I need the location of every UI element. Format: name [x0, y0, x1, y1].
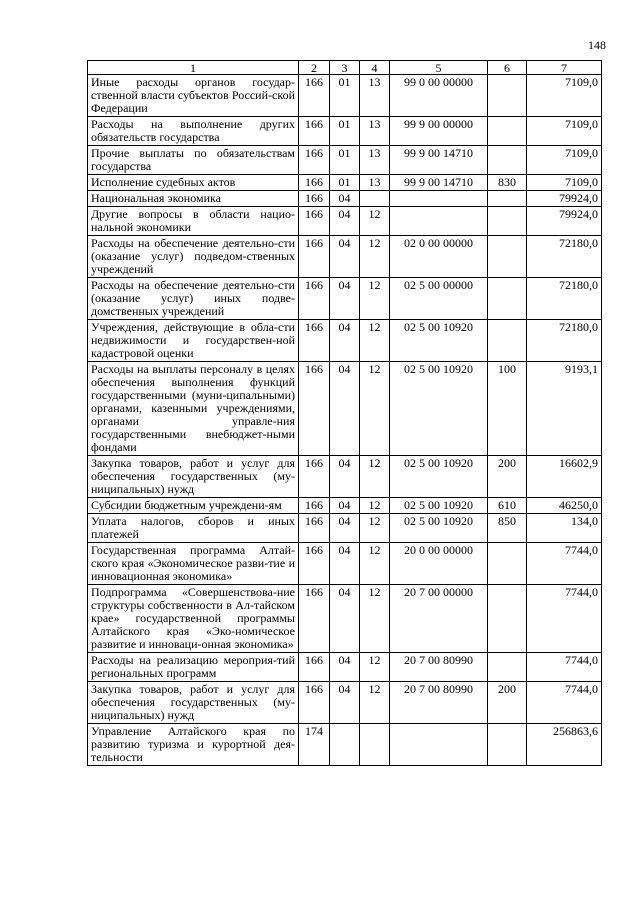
target-article-code: 02 5 00 10920 — [390, 498, 488, 514]
chapter-code: 166 — [299, 585, 330, 653]
header-cell: 4 — [360, 61, 390, 75]
section-code: 04 — [330, 585, 360, 653]
target-article-code: 99 0 00 00000 — [390, 75, 488, 117]
amount: 7109,0 — [527, 146, 602, 175]
header-cell: 2 — [299, 61, 330, 75]
section-code: 01 — [330, 117, 360, 146]
table-row — [88, 456, 602, 498]
expense-type-code: 850 — [488, 514, 527, 543]
amount: 79924,0 — [527, 191, 602, 207]
chapter-code: 166 — [299, 207, 330, 236]
expense-type-code — [488, 236, 527, 278]
expense-type-code — [488, 543, 527, 585]
item-name: Расходы на обеспечение деятельно-сти (оказание услуг) иных подве-домственных учреждений — [88, 278, 299, 320]
item-name: Государственная программа Алтай-ского края «Экономическое разви-тие и инновационная экономика» — [88, 543, 299, 585]
header-cell: 5 — [390, 61, 488, 75]
table-row — [88, 585, 602, 653]
amount: 256863,6 — [527, 724, 602, 766]
expense-type-code — [488, 278, 527, 320]
table-row — [88, 117, 602, 146]
section-code: 04 — [330, 191, 360, 207]
expense-type-code — [488, 191, 527, 207]
table-row — [88, 543, 602, 585]
section-code: 04 — [330, 653, 360, 682]
target-article-code — [390, 724, 488, 766]
subsection-code: 12 — [360, 362, 390, 456]
section-code: 04 — [330, 278, 360, 320]
chapter-code: 166 — [299, 320, 330, 362]
chapter-code: 166 — [299, 498, 330, 514]
section-code: 04 — [330, 362, 360, 456]
subsection-code: 12 — [360, 456, 390, 498]
subsection-code — [360, 724, 390, 766]
chapter-code: 166 — [299, 191, 330, 207]
section-code: 04 — [330, 682, 360, 724]
table-row — [88, 514, 602, 543]
item-name: Исполнение судебных актов — [88, 175, 299, 191]
item-name: Закупка товаров, работ и услуг для обеспечения государственных (му-ниципальных) нужд — [88, 682, 299, 724]
expense-type-code — [488, 146, 527, 175]
header-cell: 6 — [488, 61, 527, 75]
subsection-code: 12 — [360, 236, 390, 278]
chapter-code: 166 — [299, 278, 330, 320]
expense-type-code: 200 — [488, 456, 527, 498]
expense-type-code — [488, 117, 527, 146]
item-name: Расходы на реализацию мероприя-тий региональных программ — [88, 653, 299, 682]
target-article-code: 02 5 00 10920 — [390, 362, 488, 456]
amount: 7109,0 — [527, 175, 602, 191]
page-number: 148 — [588, 38, 606, 52]
table-row — [88, 75, 602, 117]
amount: 72180,0 — [527, 236, 602, 278]
table-row — [88, 191, 602, 207]
item-name: Закупка товаров, работ и услуг для обеспечения государственных (му-ниципальных) нужд — [88, 456, 299, 498]
section-code: 04 — [330, 456, 360, 498]
target-article-code: 20 0 00 00000 — [390, 543, 488, 585]
amount: 7744,0 — [527, 543, 602, 585]
header-cell: 3 — [330, 61, 360, 75]
item-name: Субсидии бюджетным учреждени-ям — [88, 498, 299, 514]
target-article-code: 02 0 00 00000 — [390, 236, 488, 278]
subsection-code — [360, 191, 390, 207]
table-row — [88, 362, 602, 456]
amount: 79924,0 — [527, 207, 602, 236]
amount: 72180,0 — [527, 320, 602, 362]
chapter-code: 166 — [299, 236, 330, 278]
item-name: Национальная экономика — [88, 191, 299, 207]
amount: 7744,0 — [527, 585, 602, 653]
table-row — [88, 175, 602, 191]
amount: 72180,0 — [527, 278, 602, 320]
expense-type-code: 200 — [488, 682, 527, 724]
chapter-code: 174 — [299, 724, 330, 766]
target-article-code: 20 7 00 80990 — [390, 682, 488, 724]
subsection-code: 13 — [360, 146, 390, 175]
item-name: Учреждения, действующие в обла-сти недвижимости и государствен-ной кадастровой оценки — [88, 320, 299, 362]
header-cell: 1 — [88, 61, 299, 75]
header-row — [88, 61, 602, 75]
section-code — [330, 724, 360, 766]
subsection-code: 13 — [360, 117, 390, 146]
amount: 46250,0 — [527, 498, 602, 514]
table-row — [88, 682, 602, 724]
section-code: 04 — [330, 320, 360, 362]
chapter-code: 166 — [299, 514, 330, 543]
section-code: 01 — [330, 146, 360, 175]
header-cell: 7 — [527, 61, 602, 75]
chapter-code: 166 — [299, 117, 330, 146]
target-article-code: 20 7 00 80990 — [390, 653, 488, 682]
item-name: Иные расходы органов государ-ственной власти субъектов Россий-ской Федерации — [88, 75, 299, 117]
subsection-code: 12 — [360, 320, 390, 362]
target-article-code: 02 5 00 10920 — [390, 320, 488, 362]
target-article-code: 99 9 00 14710 — [390, 146, 488, 175]
expense-type-code — [488, 75, 527, 117]
chapter-code: 166 — [299, 175, 330, 191]
item-name: Расходы на обеспечение деятельно-сти (оказание услуг) подведом-ственных учреждений — [88, 236, 299, 278]
amount: 16602,9 — [527, 456, 602, 498]
chapter-code: 166 — [299, 75, 330, 117]
subsection-code: 12 — [360, 653, 390, 682]
item-name: Прочие выплаты по обязательствам государства — [88, 146, 299, 175]
target-article-code: 02 5 00 10920 — [390, 514, 488, 543]
item-name: Другие вопросы в области нацио-нальной экономики — [88, 207, 299, 236]
target-article-code: 02 5 00 10920 — [390, 456, 488, 498]
chapter-code: 166 — [299, 146, 330, 175]
table-row — [88, 724, 602, 766]
target-article-code: 20 7 00 00000 — [390, 585, 488, 653]
target-article-code: 99 9 00 00000 — [390, 117, 488, 146]
subsection-code: 12 — [360, 514, 390, 543]
subsection-code: 12 — [360, 543, 390, 585]
subsection-code: 12 — [360, 207, 390, 236]
subsection-code: 12 — [360, 498, 390, 514]
expense-type-code — [488, 724, 527, 766]
table-row — [88, 320, 602, 362]
item-name: Расходы на выплаты персоналу в целях обеспечения выполнения функций государственными (муни-ципальными) органами, казенными учреждениями, органами управле-ния государственными внебюджет-ными фондами — [88, 362, 299, 456]
amount: 7744,0 — [527, 682, 602, 724]
amount: 7109,0 — [527, 117, 602, 146]
expense-type-code — [488, 585, 527, 653]
section-code: 04 — [330, 498, 360, 514]
table-row — [88, 278, 602, 320]
target-article-code — [390, 207, 488, 236]
amount: 9193,1 — [527, 362, 602, 456]
item-name: Расходы на выполнение других обязательств государства — [88, 117, 299, 146]
amount: 7109,0 — [527, 75, 602, 117]
item-name: Уплата налогов, сборов и иных платежей — [88, 514, 299, 543]
expense-type-code — [488, 653, 527, 682]
section-code: 04 — [330, 514, 360, 543]
subsection-code: 13 — [360, 75, 390, 117]
chapter-code: 166 — [299, 456, 330, 498]
subsection-code: 13 — [360, 175, 390, 191]
table-row — [88, 207, 602, 236]
expense-type-code: 610 — [488, 498, 527, 514]
table-row — [88, 236, 602, 278]
target-article-code: 99 9 00 14710 — [390, 175, 488, 191]
section-code: 04 — [330, 543, 360, 585]
subsection-code: 12 — [360, 682, 390, 724]
table-row — [88, 146, 602, 175]
target-article-code: 02 5 00 00000 — [390, 278, 488, 320]
expense-type-code — [488, 207, 527, 236]
subsection-code: 12 — [360, 585, 390, 653]
expense-type-code: 100 — [488, 362, 527, 456]
expense-type-code: 830 — [488, 175, 527, 191]
budget-table — [87, 60, 602, 766]
amount: 134,0 — [527, 514, 602, 543]
section-code: 01 — [330, 175, 360, 191]
chapter-code: 166 — [299, 543, 330, 585]
section-code: 04 — [330, 236, 360, 278]
target-article-code — [390, 191, 488, 207]
chapter-code: 166 — [299, 682, 330, 724]
section-code: 04 — [330, 207, 360, 236]
table-row — [88, 498, 602, 514]
expense-type-code — [488, 320, 527, 362]
subsection-code: 12 — [360, 278, 390, 320]
item-name: Управление Алтайского края по развитию туризма и курортной дея-тельности — [88, 724, 299, 766]
amount: 7744,0 — [527, 653, 602, 682]
chapter-code: 166 — [299, 653, 330, 682]
table-row — [88, 653, 602, 682]
item-name: Подпрограмма «Совершенствова-ние структуры собственности в Ал-тайском крае» государственной программы Алтайского края «Эко-номическое развитие и инноваци-онная экономика» — [88, 585, 299, 653]
section-code: 01 — [330, 75, 360, 117]
chapter-code: 166 — [299, 362, 330, 456]
